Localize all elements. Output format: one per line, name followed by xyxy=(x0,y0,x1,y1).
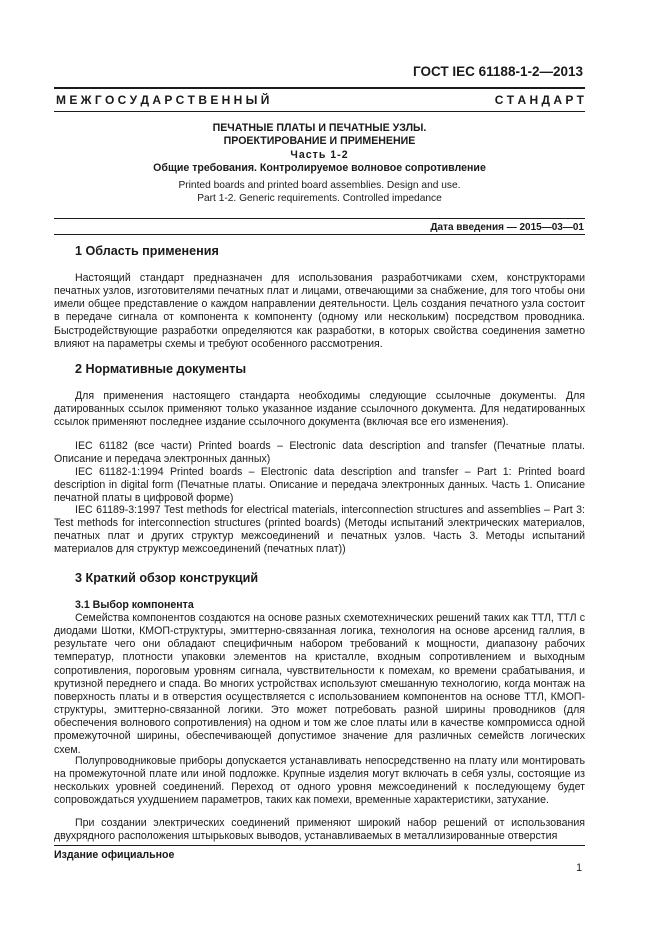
title-part: Часть 1-2 xyxy=(290,148,349,161)
standard-banner xyxy=(56,93,584,107)
standard-code: ГОСТ IEC 61188-1-2—2013 xyxy=(413,64,583,79)
english-title xyxy=(54,180,585,205)
section-2-ref-iec61182: IEC 61182 (все части) Printed boards – Electronic data description and transfer (Печатные платы. Описание и передача электронных данных) xyxy=(54,440,585,466)
introduction-date: Дата введения — 2015—03—01 xyxy=(430,222,584,233)
section-3-paragraph-1: Семейства компонентов создаются на основе разных схемотехнических решений таких как ТТЛ, ТТЛ с диодами Шотки, КМОП-структуры, эмиттерно-связанная логика, технология на основе арсенид галлия, в результате чего они обладают специфичным набором требований к мощности, диапазону рабочих температур, плотности упаковки элементов на кристалле, входным сопротивлением и выходным сопротивления, пороговым уровням сигнала, чувствительности к помехам, ко времени срабатывания, и крутизной переднего и спада. Во многих устройствах используют смешанную технологию, когда монтаж на поверхность платы и в отверстия осуществляется с использованием компонентов на основе ТТЛ, КМОП-структуры, эмиттерно-связанной логики. Это может потребовать разной ширины проводников (для обеспечения волнового сопротивления) на одном и том же слое платы или в качестве компромисса одной промежуточной ширины, обеспечивающей допустимое значение для различных семейств логических схем. xyxy=(54,612,585,756)
page-number: 1 xyxy=(576,862,582,874)
section-3-heading: 3 Краткий обзор конструкций xyxy=(75,571,259,585)
section-3-paragraph-3: При создании электрических соединений применяют широкий набор решений от использования двухрядного расположения штырьковых выводов, устанавливаемых в металлизированные отверстия xyxy=(54,817,585,843)
section-3-paragraph-2: Полупроводниковые приборы допускается устанавливать непосредственно на плату или монтировать на промежуточной плате или иной подложке. Крупные изделия могут включать в себя узлы, состоящие из нескольких уровней соединений. Переход от одного уровня межсоединений к последующему будет сопровождаться ухудшением параметров, таких как помехи, временные характеристики, затухание. xyxy=(54,755,585,807)
section-2-paragraph-1: Для применения настоящего стандарта необходимы следующие ссылочные документы. Для датированных ссылок применяют только указанное издание ссылочного документа. Для недатированных ссылок применяют последнее издание ссылочного документа (включая все его изменения). xyxy=(54,390,585,429)
date-bottom-rule xyxy=(54,234,585,235)
document-title xyxy=(54,122,585,176)
section-1-paragraph: Настоящий стандарт предназначен для использования разработчиками схем, конструкторами печатных узлов, изготовителями печатных плат и лицами, отвечающими за снабжение, для того чтобы они имели общее представление о каждом направлении деятельности. Цель создания печатного узла состоит в передаче сигнала от компонента к компоненту (одному или нескольким) посредством проводника. Быстродействующие разработки определяются как разработки, в которых свойства соединения заметно влияют на параметры схемы и требуют особенного рассмотрения. xyxy=(54,272,585,350)
section-2-heading: 2 Нормативные документы xyxy=(75,362,247,376)
date-top-rule xyxy=(54,218,585,219)
english-title-line-1: Printed boards and printed board assemblies. Design and use. xyxy=(178,180,461,191)
banner-word-interstate: М Е Ж Г О С У Д А Р С Т В Е Н Н Ы Й xyxy=(56,93,270,107)
section-2-ref-iec61182-1: IEC 61182-1:1994 Printed boards – Electronic data description and transfer – Part 1: Printed board description in digital form (Печатные платы. Описание и передача электронных данных. Часть 1. Описание печатной платы в цифровой форме) xyxy=(54,466,585,505)
banner-word-standard: С Т А Н Д А Р Т xyxy=(494,93,584,107)
title-subtitle: Общие требования. Контролируемое волновое сопротивление xyxy=(153,162,486,175)
official-edition-note: Издание официальное xyxy=(54,849,175,861)
banner-bottom-rule xyxy=(54,111,585,112)
top-rule xyxy=(54,87,585,89)
title-line-1: ПЕЧАТНЫЕ ПЛАТЫ И ПЕЧАТНЫЕ УЗЛЫ. xyxy=(212,122,427,134)
footer-rule xyxy=(54,845,585,846)
title-line-2: ПРОЕКТИРОВАНИЕ И ПРИМЕНЕНИЕ xyxy=(223,135,416,148)
subsection-3-1-heading: 3.1 Выбор компонента xyxy=(75,599,194,611)
section-2-ref-iec61189-3: IEC 61189-3:1997 Test methods for electrical materials, interconnection structures and assemblies – Part 3: Test methods for interconnection structures (printed boards) (Методы испытаний электрических материалов, печатных плат и других структур межсоединений и печатных узлов. Часть 3. Методы испытаний материалов для структур межсоединений (печатных плат)) xyxy=(54,504,585,556)
english-title-line-2: Part 1-2. Generic requirements. Controlled impedance xyxy=(197,192,442,204)
section-1-heading: 1 Область применения xyxy=(75,244,219,258)
